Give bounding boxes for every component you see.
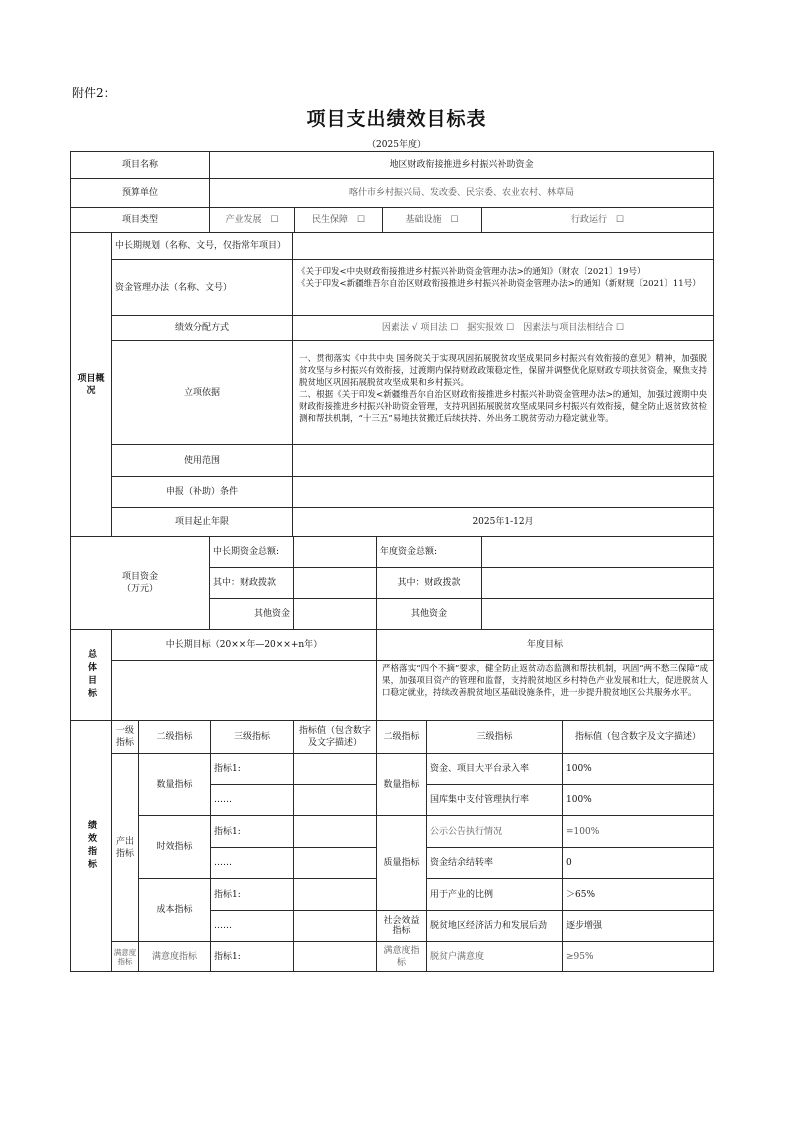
right-indicator-value: ≥95%: [562, 941, 714, 972]
project-name-label: 项目名称: [70, 151, 210, 179]
right-indicator-name: 资金结余结转率: [426, 847, 563, 879]
right-indicator-value: =100%: [562, 815, 714, 848]
condition-label: 申报（补助）条件: [111, 476, 293, 508]
mid-long-plan-label: 中长期规划（名称、文号，仅指常年项目）: [111, 232, 293, 260]
indicator-value[interactable]: [293, 784, 377, 816]
fund-mgmt-doc: 《关于印发<中央财政衔接推进乡村振兴补助资金管理办法>的通知》（财农〔2021〕19号）: [297, 267, 646, 277]
scope-label: 使用范围: [111, 444, 293, 477]
year-total-value[interactable]: [481, 536, 714, 568]
mid-finance-value[interactable]: [293, 567, 377, 599]
fund-mgmt-doc: 《关于印发<新疆维吾尔自治区财政衔接推进乡村振兴补助资金管理办法>的通知（新财规〔2021〕11号）: [297, 279, 701, 289]
right-social-label: 社会效益指标: [376, 910, 427, 942]
right-indicator-name: 用于产业的比例: [426, 878, 563, 911]
period-label: 项目起止年限: [111, 507, 293, 537]
mid-finance-label: 其中：财政拨款: [209, 567, 294, 599]
cost-indicator-label: 成本指标: [138, 878, 211, 942]
year-total-label: 年度资金总额:: [376, 536, 482, 568]
page-title: 项目支出绩效目标表: [306, 108, 487, 130]
year-goal-label: 年度目标: [376, 629, 714, 661]
indicator-value[interactable]: [293, 941, 377, 972]
right-indicator-value: ＞65%: [562, 878, 714, 911]
project-type-option[interactable]: 基础设施 ☐: [382, 207, 482, 233]
project-type-option[interactable]: 民生保障 ☐: [294, 207, 383, 233]
perf-alloc-label: 绩效分配方式: [111, 315, 293, 341]
project-type-option[interactable]: 行政运行 ☐: [481, 207, 714, 233]
header-level2-right: 二级指标: [376, 720, 427, 754]
header-level3: 三级指标: [210, 720, 294, 754]
mid-total-value[interactable]: [293, 536, 377, 568]
header-level1: 一级指标: [111, 720, 139, 754]
fiscal-year: （2025年度）: [367, 140, 426, 150]
basis-paragraph: 一、贯彻落实《中共中央 国务院关于实现巩固拓展脱贫攻坚成果同乡村振兴有效衔接的意见》精神，加强脱贫攻坚与乡村振兴有效衔接，过渡期内保持财政政策稳定性，保留并调整优化原财政专项扶贫资金，聚焦支持脱贫地区巩固拓展脱贫攻坚成果和乡村振兴。: [299, 354, 708, 388]
right-indicator-name: 公示公告执行情况: [426, 815, 563, 848]
right-indicator-value: 100%: [562, 784, 714, 816]
goals-side-text: 总体目标: [86, 649, 96, 701]
indicator-item: ……: [210, 784, 294, 816]
right-satisfaction-label: 满意度指标: [376, 941, 427, 972]
right-indicator-name: 国库集中支付管理执行率: [426, 784, 563, 816]
right-indicator-value: 100%: [562, 753, 714, 785]
header-level2: 二级指标: [138, 720, 211, 754]
overview-side-label: 项目概况: [70, 232, 112, 537]
year-goal-text: 严格落实“四个不摘”要求，健全防止返贫动态监测和帮扶机制，巩固“两不愁三保障”成果，加强项目资产的管理和监督，支持脱贫地区乡村特色产业发展和壮大，促进脱贫人口稳定就业，持续改善脱贫地区基础设施条件，进一步提升脱贫地区公共服务水平。: [376, 660, 714, 721]
project-type-option[interactable]: 产业发展 ☐: [209, 207, 295, 233]
header-value-right: 指标值（包含数字及文字描述）: [562, 720, 714, 754]
budget-unit-value: 喀什市乡村振兴局、发改委、民宗委、农业农村、林草局: [209, 178, 714, 208]
goals-side-label: [70, 629, 112, 721]
output-indicator-label: 产出指标: [111, 753, 139, 942]
basis-label: 立项依据: [111, 340, 293, 445]
indicator-item: 指标1:: [210, 753, 294, 785]
timeliness-indicator-label: 时效指标: [138, 815, 211, 879]
right-indicator-name: 脱贫地区经济活力和发展后劲: [426, 910, 563, 942]
right-indicator-value: 0: [562, 847, 714, 879]
right-indicator-name: 资金、项目大平台录入率: [426, 753, 563, 785]
satisfaction-level1-label: 满意度指标: [111, 941, 139, 972]
right-indicator-value: 逐步增强: [562, 910, 714, 942]
right-quality-label: 质量指标: [376, 815, 427, 911]
right-quantity-label: 数量指标: [376, 753, 427, 816]
year-other-label: 其他资金: [376, 598, 482, 630]
indicator-item: ……: [210, 910, 294, 942]
basis-text: [292, 340, 714, 445]
mid-long-plan-value: [292, 232, 714, 260]
indicator-value[interactable]: [293, 878, 377, 911]
mid-goal-text: [111, 660, 377, 721]
indicator-value[interactable]: [293, 847, 377, 879]
year-other-value[interactable]: [481, 598, 714, 630]
indicator-item: 指标1:: [210, 815, 294, 848]
indicator-item: 指标1:: [210, 878, 294, 911]
quantity-indicator-label: 数量指标: [138, 753, 211, 816]
fund-mgmt-docs: [292, 259, 714, 316]
year-finance-label: 其中：财政拨款: [376, 567, 482, 599]
project-name-value: 地区财政衔接推进乡村振兴补助资金: [209, 151, 714, 179]
perf-alloc-value: 因素法 √ 项目法 ☐ 据实报效 ☐ 因素法与项目法相结合 ☐: [292, 315, 714, 341]
fund-mgmt-label: 资金管理办法（名称、文号）: [111, 259, 293, 316]
right-indicator-name: 脱贫户满意度: [426, 941, 563, 972]
mid-other-label: 其他资金: [209, 598, 294, 630]
basis-paragraph: 二、根据《关于印发<新疆维吾尔自治区财政衔接推进乡村振兴补助资金管理办法>的通知，加强过渡期中央财政衔接推进乡村振兴补助资金管理，支持巩固拓展脱贫攻坚成果同乡村振兴有效衔接，健全防止返贫致贫检测和帮扶机制，“十三五”易地扶贫搬迁后续扶持、外出务工脱贫劳动力稳定就业等。: [299, 390, 708, 424]
mid-goal-label: 中长期目标（20××年—20××+n年）: [111, 629, 377, 661]
indicator-value[interactable]: [293, 753, 377, 785]
attachment-label: 附件2：: [72, 86, 116, 100]
scope-value: [292, 444, 714, 477]
funds-label: 项目资金 （万元）: [70, 536, 210, 630]
year-finance-value[interactable]: [481, 567, 714, 599]
indicator-value[interactable]: [293, 815, 377, 848]
indicator-value[interactable]: [293, 910, 377, 942]
indicators-side-label: [70, 720, 112, 972]
indicators-side-text: 绩效指标: [86, 820, 96, 872]
header-value: 指标值（包含数字及文字描述）: [293, 720, 377, 754]
mid-other-value[interactable]: [293, 598, 377, 630]
period-value: 2025年1-12月: [292, 507, 714, 537]
satisfaction-level2-label: 满意度指标: [138, 941, 211, 972]
mid-total-label: 中长期资金总额:: [209, 536, 294, 568]
indicator-item: 指标1:: [210, 941, 294, 972]
header-level3-right: 三级指标: [426, 720, 563, 754]
indicator-item: ……: [210, 847, 294, 879]
budget-unit-label: 预算单位: [70, 178, 210, 208]
condition-value: [292, 476, 714, 508]
project-type-label: 项目类型: [70, 207, 210, 233]
